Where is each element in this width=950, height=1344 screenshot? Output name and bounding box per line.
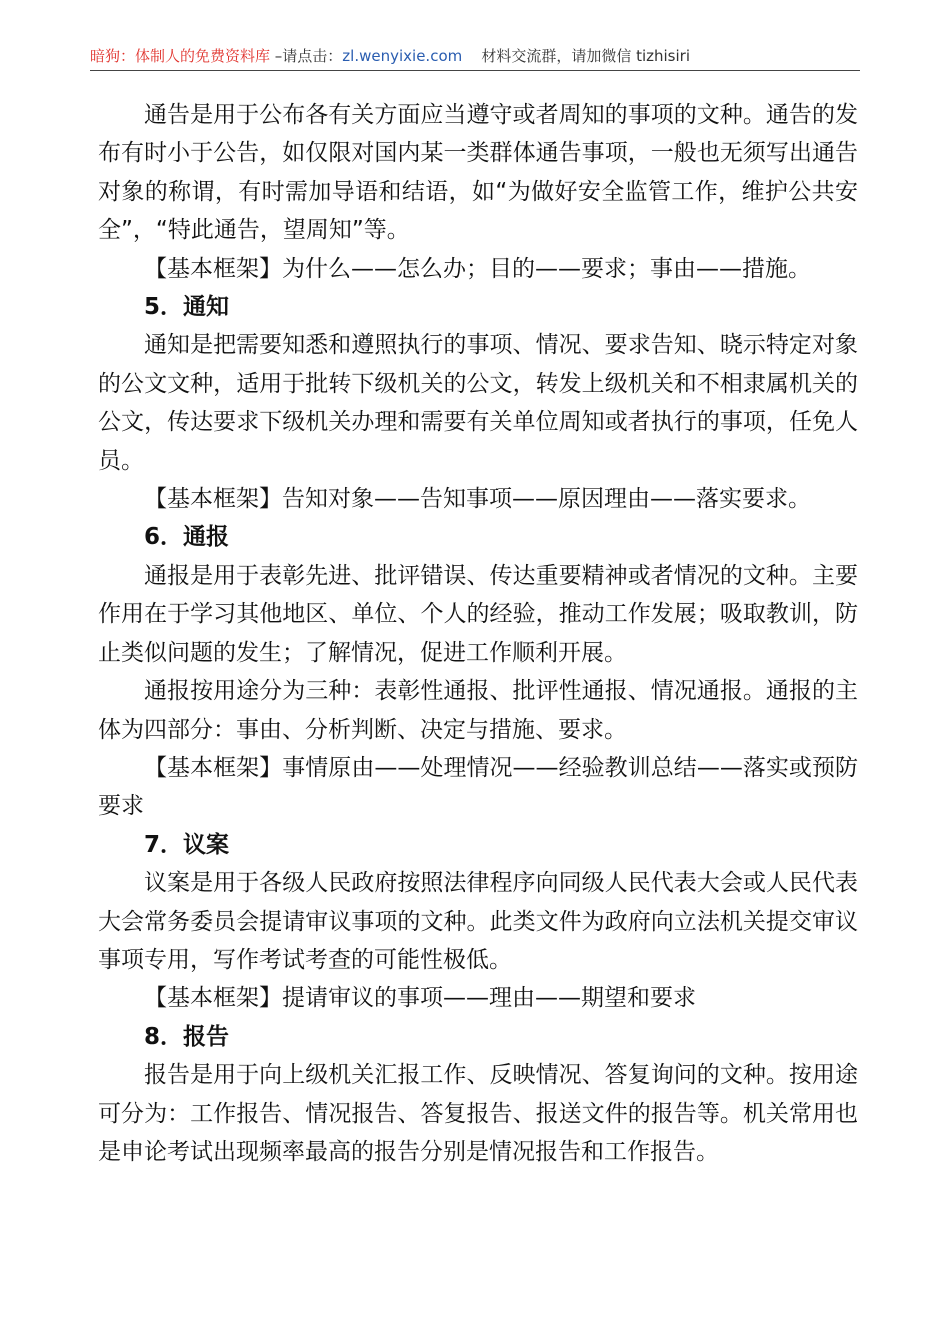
wechat-note: 材料交流群，请加微信 tizhisiri [481,47,690,65]
paragraph-notice-intro: 通告是用于公布各有关方面应当遵守或者周知的事项的文种。通告的发布有时小于公告，如仅限对国内某一类群体通告事项，一般也无须写出通告对象的称谓，有时需加导语和结语，如“为做好安全监管工作，维护公共安全”，“特此通告，望周知”等。 [98,102,858,244]
paragraph-tongzhi-intro: 通知是把需要知悉和遵照执行的事项、情况、要求告知、晓示特定对象的公文文种，适用于批转下级机关的公文，转发上级机关和不相隶属机关的公文，传达要求下级机关办理和需要有关单位周知或者执行的事项，任免人员。 [98,332,858,474]
paragraph-baogao-intro: 报告是用于向上级机关汇报工作、反映情况、答复询问的文种。按用途可分为：工作报告、情况报告、答复报告、报送文件的报告等。机关常用也是申论考试出现频率最高的报告分别是情况报告和工作报告。 [98,1062,858,1165]
paragraph-tongbao-types: 通报按用途分为三种：表彰性通报、批评性通报、情况通报。通报的主体为四部分：事由、分析判断、决定与措施、要求。 [98,678,858,743]
paragraph-tongzhi-framework: 【基本框架】告知对象——告知事项——原因理由——落实要求。 [144,486,811,513]
section-heading-8: 8．报告 [144,1023,230,1050]
paragraph-tongbao-intro: 通报是用于表彰先进、批评错误、传达重要精神或者情况的文种。主要作用在于学习其他地区、单位、个人的经验，推动工作发展；吸取教训，防止类似问题的发生；了解情况，促进工作顺利开展。 [98,562,858,666]
paragraph-yian-framework: 【基本框架】提请审议的事项——理由——期望和要求 [144,985,696,1012]
section-heading-5: 5．通知 [144,294,230,321]
site-url-link[interactable]: zl.wenyixie.com [342,47,463,65]
section-heading-7: 7．议案 [144,831,230,858]
click-prompt: –请点击： [270,47,343,65]
paragraph-notice-framework: 【基本框架】为什么——怎么办；目的——要求；事由——措施。 [144,255,811,282]
paragraph-tongbao-framework: 【基本框架】事情原由——处理情况——经验教训总结——落实或预防要求 [98,754,858,820]
header-divider [90,70,860,71]
page-header [90,46,860,66]
paragraph-yian-intro: 议案是用于各级人民政府按照法律程序向同级人民代表大会或人民代表大会常务委员会提请审议事项的文种。此类文件为政府向立法机关提交审议事项专用，写作考试考查的可能性极低。 [98,870,858,973]
site-name: 暗狗：体制人的免费资料库 [90,47,271,65]
document-body [98,96,858,1171]
section-heading-6: 6．通报 [144,524,230,551]
